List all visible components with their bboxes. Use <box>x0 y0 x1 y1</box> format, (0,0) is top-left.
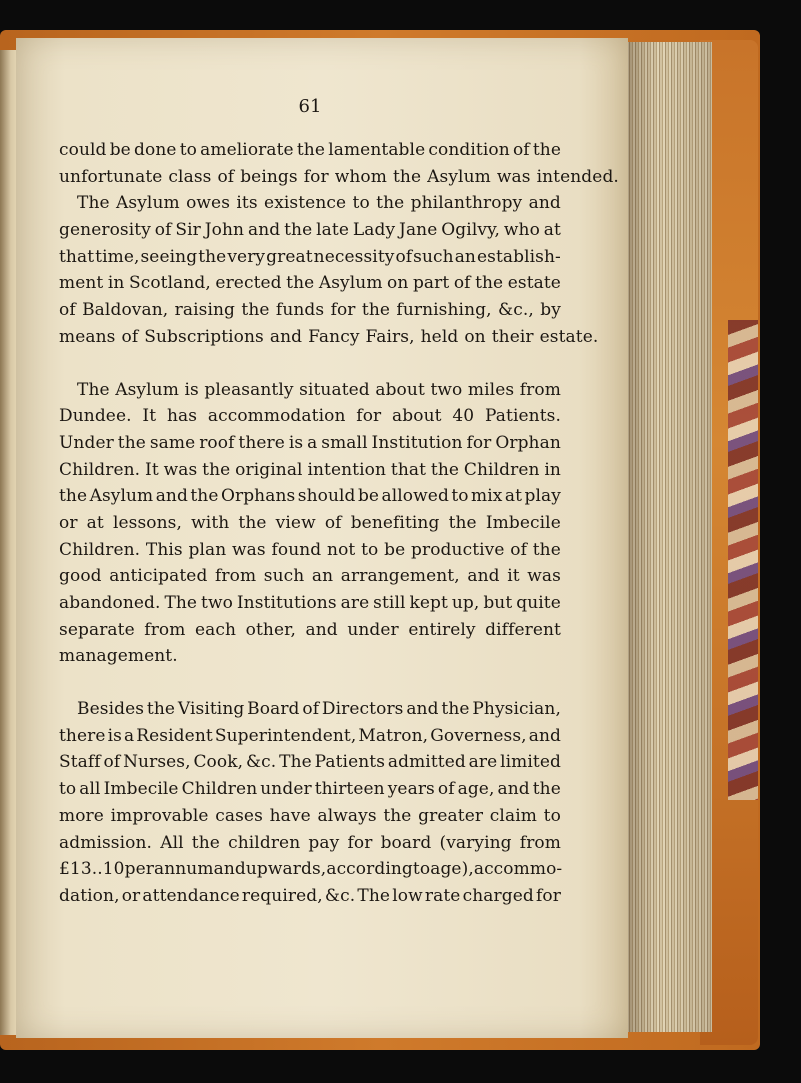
paragraph <box>59 377 561 671</box>
text-line: management. <box>59 646 178 667</box>
text-line: to all Imbecile Children under thirteen years of age, and the <box>59 779 561 800</box>
text-line: The Asylum owes its existence to the philanthropy and <box>77 193 561 214</box>
text-line: more improvable cases have always the greater claim to <box>59 805 561 826</box>
page-text <box>59 96 619 910</box>
text-line: Children. This plan was found not to be productive of the <box>59 539 561 560</box>
text-line: ment in Scotland, erected the Asylum on part of the estate <box>59 273 561 294</box>
page-number: 61 <box>298 96 322 117</box>
text-line: of Baldovan, raising the funds for the furnishing, &c., by <box>59 300 561 321</box>
text-line: separate from each other, and under entirely different <box>59 619 561 640</box>
paragraph <box>59 696 561 910</box>
page-block-shadow <box>624 42 712 1032</box>
paragraph-gap <box>59 351 561 377</box>
marbled-endpaper <box>728 320 758 800</box>
text-line: there is a Resident Superintendent, Matron, Governess, and <box>59 725 561 746</box>
text-line: dation, or attendance required, &c. The low rate charged for <box>59 885 561 906</box>
text-line: good anticipated from such an arrangement, and it was <box>59 566 561 587</box>
text-line: Staff of Nurses, Cook, &c. The Patients admitted are limited <box>59 752 561 773</box>
paragraph <box>59 190 599 350</box>
text-line: generosity of Sir John and the late Lady Jane Ogilvy, who at <box>59 220 561 241</box>
text-line: Under the same roof there is a small Institution for Orphan <box>59 432 561 453</box>
paragraph <box>59 137 619 190</box>
text-line: that time, seeing the very great necessity of such an establish- <box>59 246 561 267</box>
paragraph-gap <box>59 670 561 696</box>
text-line: abandoned. The two Institutions are still kept up, but quite <box>59 593 561 613</box>
text-line: means of Subscriptions and Fancy Fairs, held on their estate. <box>59 326 599 347</box>
text-line: the Asylum and the Orphans should be allowed to mix at play <box>59 486 561 507</box>
text-line: £13..10 per annum and upwards, according to age), accommo- <box>59 859 563 880</box>
text-line: unfortunate class of beings for whom the Asylum was intended. <box>59 166 619 187</box>
text-line: Children. It was the original intention that the Children in <box>59 459 561 480</box>
text-line: Dundee. It has accommodation for about 40 Patients. <box>59 406 561 427</box>
text-line: The Asylum is pleasantly situated about two miles from <box>77 379 561 400</box>
paragraphs <box>59 137 619 910</box>
text-line: admission. All the children pay for board (varying from <box>59 832 561 853</box>
text-line: Besides the Visiting Board of Directors and the Physician, <box>77 699 561 720</box>
text-line: could be done to ameliorate the lamentable condition of the <box>59 140 561 160</box>
text-line: or at lessons, with the view of benefiting the Imbecile <box>59 512 561 533</box>
